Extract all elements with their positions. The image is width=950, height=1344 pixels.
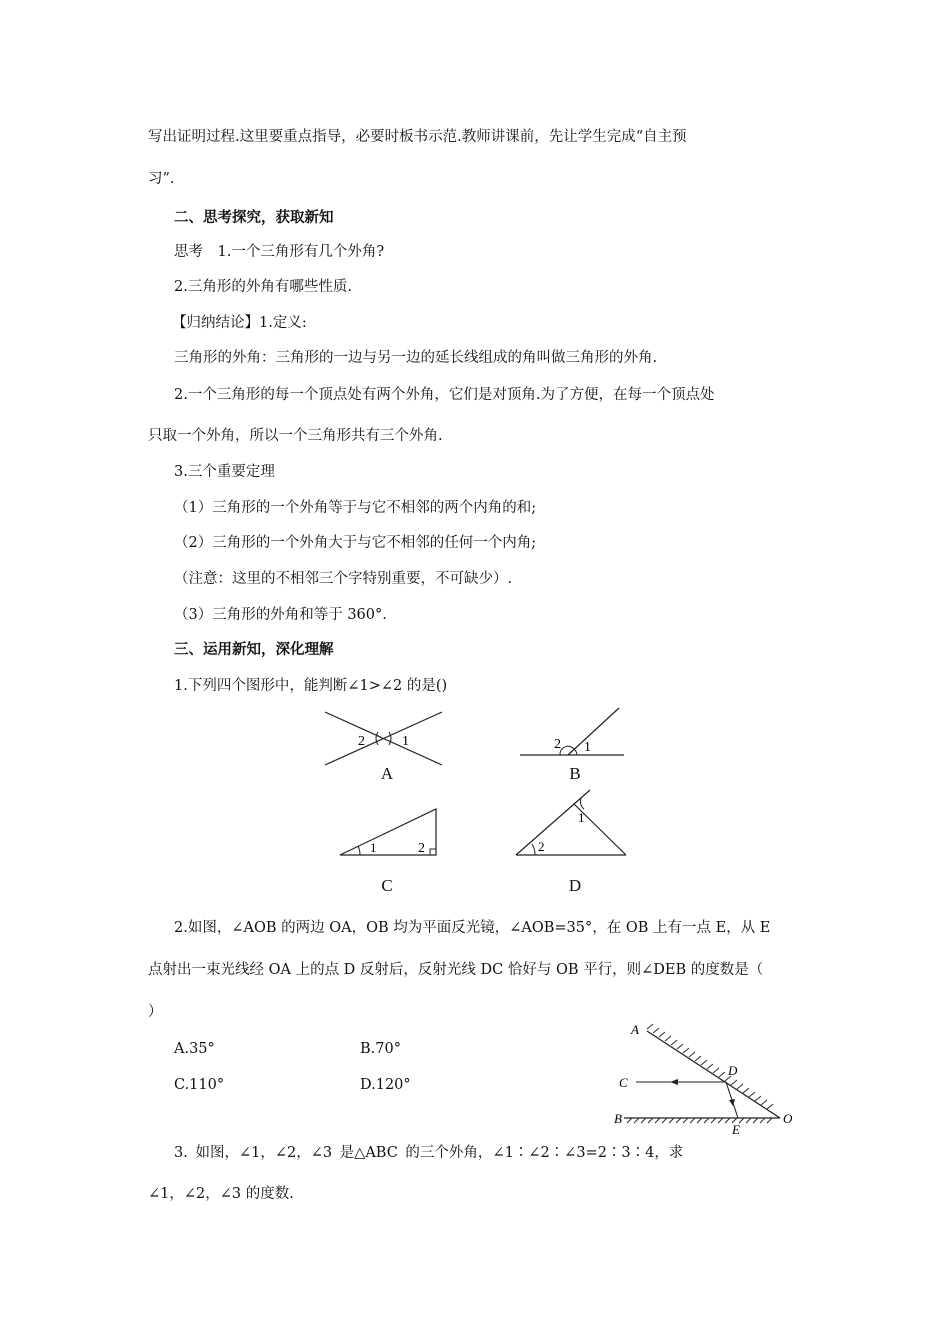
- section3-title: 三、运用新知，深化理解: [174, 641, 334, 658]
- figure-d-label: D: [568, 876, 582, 895]
- mirror-label-c: C: [619, 1075, 628, 1090]
- figure-b-angle-on-line: [518, 706, 628, 758]
- theorem-1: （1）三角形的一个外角等于与它不相邻的两个内角的和;: [174, 500, 537, 516]
- question-3-line-1: 3. 如图，∠1，∠2，∠3 是△ABC 的三个外角，∠1∶∠2∶∠3=2∶3∶4，求: [174, 1145, 684, 1161]
- question-1: 1.下列四个图形中，能判断∠1>∠2 的是(): [174, 678, 448, 694]
- fig-b-angle-1: 1: [584, 740, 591, 755]
- theorem-2: （2）三角形的一个外角大于与它不相邻的任何一个内角;: [174, 535, 537, 551]
- section2-title: 二、思考探究，获取新知: [174, 209, 334, 226]
- think-question-2: 2.三角形的外角有哪些性质.: [174, 279, 352, 295]
- theorem-3: （3）三角形的外角和等于 360°.: [174, 607, 387, 623]
- definition-text: 三角形的外角：三角形的一边与另一边的延长线组成的角叫做三角形的外角.: [174, 350, 658, 366]
- mirror-label-a: A: [631, 1022, 639, 1037]
- think-question-1: 思考 1.一个三角形有几个外角?: [174, 244, 385, 260]
- option-d: D.120°: [360, 1077, 411, 1093]
- fig-c-angle-1: 1: [370, 840, 377, 855]
- figure-a-crossing-lines: [320, 708, 450, 768]
- conclusion-heading: 【归纳结论】1.定义:: [172, 315, 307, 331]
- fig-a-angle-1: 1: [402, 734, 409, 749]
- mirror-reflection-figure: [612, 1022, 802, 1142]
- mirror-label-o: O: [783, 1111, 793, 1126]
- fig-d-angle-1: 1: [578, 810, 585, 825]
- option-a: A.35°: [174, 1041, 215, 1057]
- mirror-label-b: B: [614, 1111, 622, 1126]
- fig-b-angle-2: 2: [554, 737, 561, 752]
- point3-heading: 3.三个重要定理: [174, 464, 275, 480]
- figure-a-label: A: [380, 764, 394, 783]
- point2-line-1: 2.一个三角形的每一个顶点处有两个外角，它们是对顶角.为了方便，在每一个顶点处: [174, 387, 715, 403]
- figure-d-triangle-exterior: [512, 788, 630, 860]
- mirror-label-d: D: [728, 1063, 738, 1078]
- mirror-label-e: E: [732, 1122, 740, 1137]
- option-c: C.110°: [174, 1077, 225, 1093]
- intro-paragraph-line-1: 写出证明过程.这里要重点指导，必要时板书示范.教师讲课前，先让学生完成“自主预: [148, 129, 687, 145]
- fig-c-angle-2: 2: [418, 841, 425, 856]
- figure-b-label: B: [569, 764, 581, 783]
- fig-a-angle-2: 2: [358, 734, 365, 749]
- note-text: （注意：这里的不相邻三个字特别重要，不可缺少）.: [174, 571, 513, 587]
- question-2-line-1: 2.如图，∠AOB 的两边 OA，OB 均为平面反光镜，∠AOB=35°，在 OB 上有一点 E，从 E: [174, 920, 771, 936]
- intro-paragraph-line-2: 习”.: [148, 171, 175, 187]
- question-3-line-2: ∠1，∠2，∠3 的度数.: [148, 1186, 294, 1202]
- figure-c-right-triangle: [336, 805, 446, 860]
- option-b: B.70°: [360, 1041, 401, 1057]
- figure-c-label: C: [381, 876, 393, 895]
- question-2-line-2: 点射出一束光线经 OA 上的点 D 反射后，反射光线 DC 恰好与 OB 平行，则∠DEB 的度数是（: [148, 962, 764, 978]
- point2-line-2: 只取一个外角，所以一个三角形共有三个外角.: [148, 428, 443, 444]
- question-2-line-3: ）: [148, 1004, 163, 1020]
- fig-d-angle-2: 2: [538, 839, 545, 854]
